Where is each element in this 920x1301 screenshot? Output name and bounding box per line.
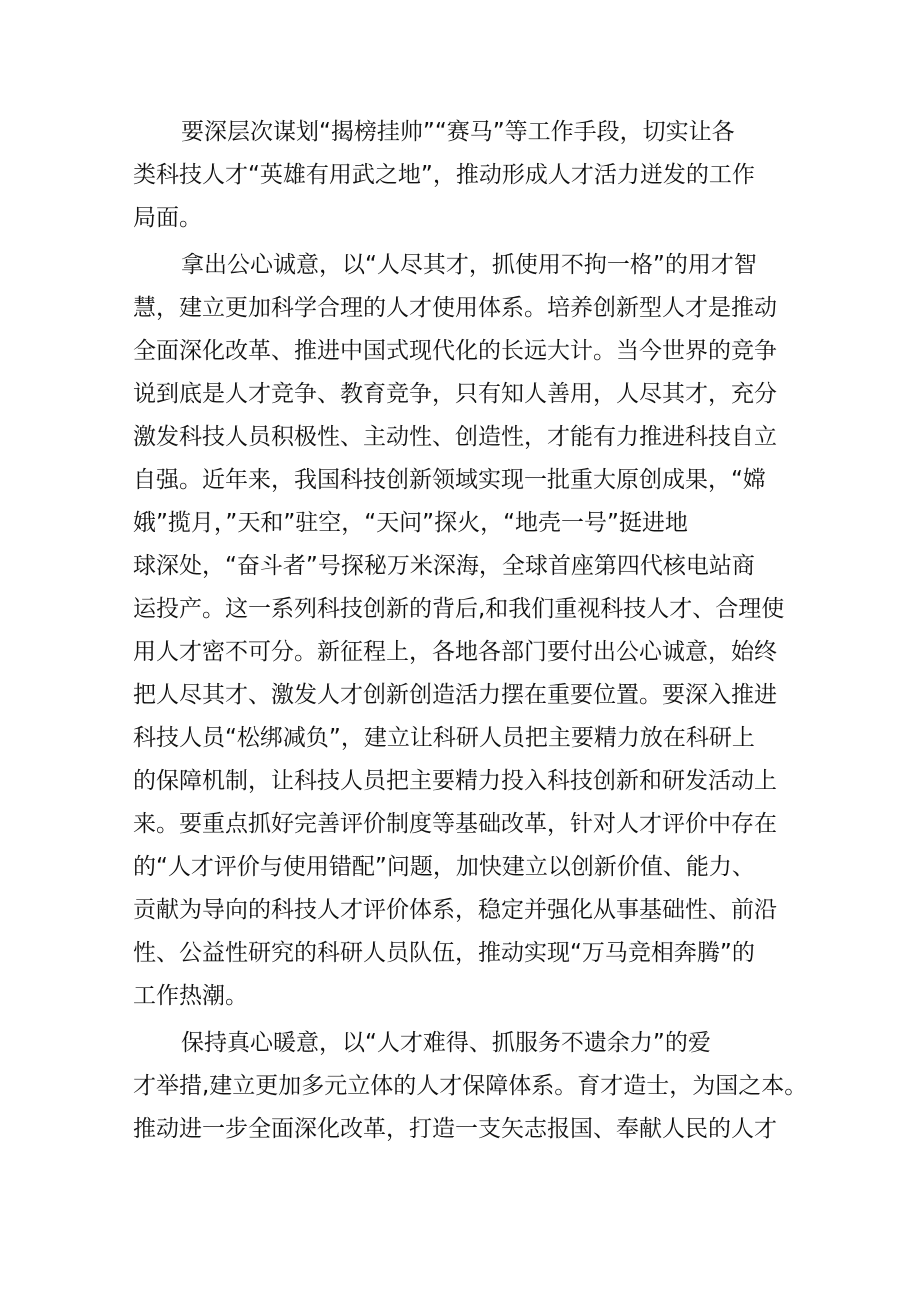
text-line: 的“人才评价与使用错配”问题，加快建立以创新价值、能力、: [133, 854, 755, 880]
text-line: 局面。: [133, 205, 202, 231]
text-line: 运投产。这一系列科技创新的背后,和我们重视科技人才、合理使: [133, 596, 785, 622]
text-line: 贡献为导向的科技人才评价体系，稳定并强化从事基础性、前沿: [133, 897, 777, 923]
text-line: 类科技人才“英雄有用武之地”，推动形成人才活力迸发的工作: [133, 162, 755, 188]
text-line: 保持真心暖意，以“人才难得、抓服务不遗余力”的爱: [181, 1030, 711, 1056]
text-line: 球深处，“奋斗者”号探秘万米深海，全球首座第四代核电站商: [133, 553, 755, 579]
text-line: 慧，建立更加科学合理的人才使用体系。培养创新型人才是推动: [133, 295, 777, 321]
text-line: 娥”揽月，”天和”驻空，“天问”探火，“地壳一号”挺进地: [133, 510, 688, 536]
text-line: 的保障机制，让科技人员把主要精力投入科技创新和研发活动上: [133, 768, 777, 794]
text-line: 说到底是人才竞争、教育竞争，只有知人善用，人尽其才，充分: [133, 381, 777, 407]
text-line: 把人尽其才、激发人才创新创造活力摆在重要位置。要深入推进: [133, 682, 777, 708]
text-line: 才举措,建立更加多元立体的人才保障体系。育才造士，为国之本。: [133, 1073, 808, 1099]
text-line: 用人才密不可分。新征程上，各地各部门要付出公心诚意，始终: [133, 639, 777, 665]
text-line: 工作热潮。: [133, 983, 248, 1009]
text-line: 拿出公心诚意，以“人尽其才，抓使用不拘一格”的用才智: [181, 252, 757, 278]
text-line: 性、公益性研究的科研人员队伍，推动实现“万马竞相奔腾”的: [133, 940, 755, 966]
text-line: 来。要重点抓好完善评价制度等基础改革，针对人才评价中存在: [133, 811, 777, 837]
text-line: 推动进一步全面深化改革，打造一支矢志报国、奉献人民的人才: [133, 1116, 777, 1142]
text-line: 科技人员“松绑减负”，建立让科研人员把主要精力放在科研上: [133, 725, 755, 751]
text-line: 要深层次谋划“揭榜挂帅”“赛马”等工作手段，切实让各: [181, 119, 735, 145]
text-line: 自强。近年来，我国科技创新领域实现一批重大原创成果，“嫦: [133, 467, 766, 493]
text-line: 全面深化改革、推进中国式现代化的长远大计。当今世界的竞争: [133, 338, 777, 364]
text-line: 激发科技人员积极性、主动性、创造性，才能有力推进科技自立: [133, 424, 777, 450]
